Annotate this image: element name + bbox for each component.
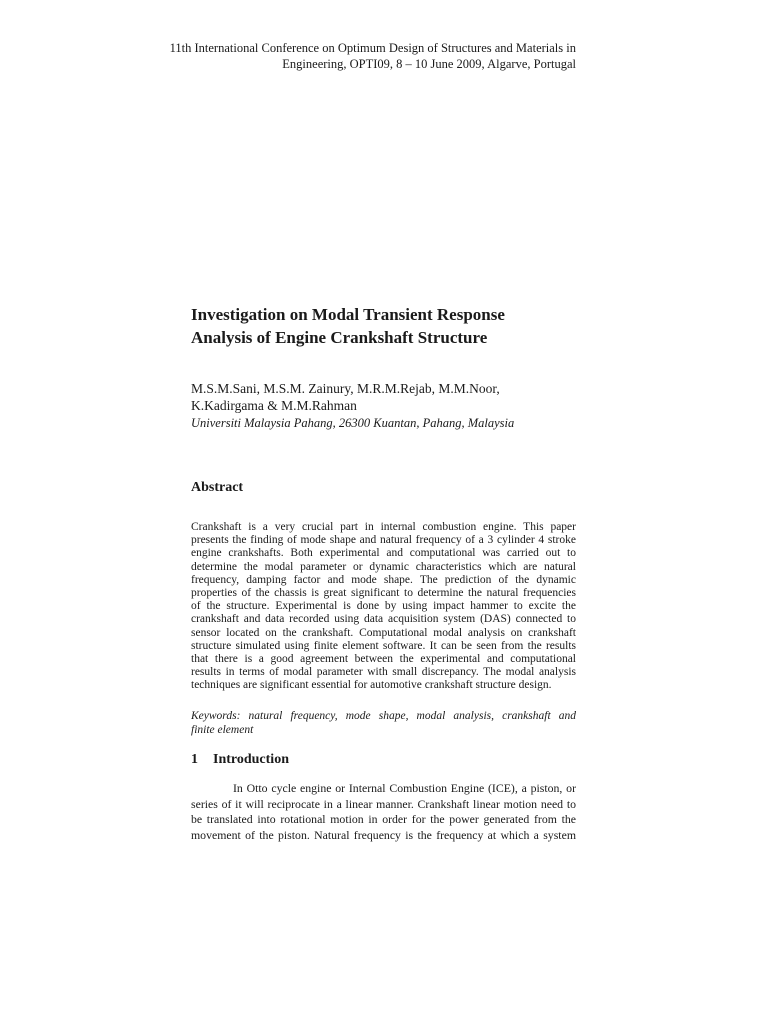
authors-line-2: K.Kadirgama & M.M.Rahman xyxy=(191,398,357,413)
keywords-line-2: finite element xyxy=(191,724,254,736)
abstract-line: engine crankshafts. Both experimental and computational was carried out to xyxy=(191,547,576,560)
abstract-heading: Abstract xyxy=(191,480,244,495)
abstract-line: that there is a good agreement between the experimental and computational xyxy=(191,653,576,666)
author-list xyxy=(191,380,581,414)
keywords-line-1: Keywords: natural frequency, mode shape, modal analysis, crankshaft and xyxy=(191,710,576,722)
abstract-line: Crankshaft is a very crucial part in internal combustion engine. This paper xyxy=(191,521,576,533)
body-line: be translated into rotational motion in order for the power generated from the xyxy=(191,812,576,826)
abstract-line: properties of the chassis is great significant to determine the natural frequencies xyxy=(191,587,576,600)
abstract-body xyxy=(191,521,576,693)
abstract-line: techniques are significant essential for automotive crankshaft structure design. xyxy=(191,679,552,692)
abstract-line: presents the finding of mode shape and natural frequency of a 3 cylinder 4 stroke xyxy=(191,534,576,547)
body-line: series of it will reciprocate in a linear manner. Crankshaft linear motion need to xyxy=(191,796,576,811)
keywords xyxy=(191,709,576,737)
section-number: 1 xyxy=(191,752,198,767)
introduction-body xyxy=(191,781,576,843)
title-line-1: Investigation on Modal Transient Response xyxy=(191,305,505,324)
conference-line-1: 11th International Conference on Optimum Design of Structures and Materials in xyxy=(169,41,576,55)
affiliation: Universiti Malaysia Pahang, 26300 Kuantan, Pahang, Malaysia xyxy=(191,416,515,430)
paper-title xyxy=(191,303,591,349)
authors-line-1: M.S.M.Sani, M.S.M. Zainury, M.R.M.Rejab, M.M.Noor, xyxy=(191,381,500,396)
body-line: In Otto cycle engine or Internal Combustion Engine (ICE), a piston, or xyxy=(233,781,576,795)
abstract-line: results in terms of modal parameter with small discrepancy. The modal analysis xyxy=(191,666,576,679)
abstract-line: of the structure. Experimental is done by using impact hammer to excite the xyxy=(191,600,576,613)
body-line: movement of the piston. Natural frequency is the frequency at which a system xyxy=(191,827,576,842)
abstract-line: crankshaft and data recorded using data acquisition system (DAS) connected to xyxy=(191,613,576,626)
conference-line-2: Engineering, OPTI09, 8 – 10 June 2009, Algarve, Portugal xyxy=(282,57,576,71)
abstract-line: determine the modal parameter or dynamic characteristics which are natural xyxy=(191,560,576,573)
abstract-line: structure simulated using finite element software. It can be seen from the results xyxy=(191,639,576,652)
section-heading-introduction xyxy=(191,752,289,768)
conference-header xyxy=(160,40,576,72)
abstract-line: sensor located on the crankshaft. Computational modal analysis on crankshaft xyxy=(191,626,576,639)
title-line-2: Analysis of Engine Crankshaft Structure xyxy=(191,328,488,347)
abstract-line: frequency, damping factor and mode shape. The prediction of the dynamic xyxy=(191,573,576,586)
section-title: Introduction xyxy=(213,752,289,767)
